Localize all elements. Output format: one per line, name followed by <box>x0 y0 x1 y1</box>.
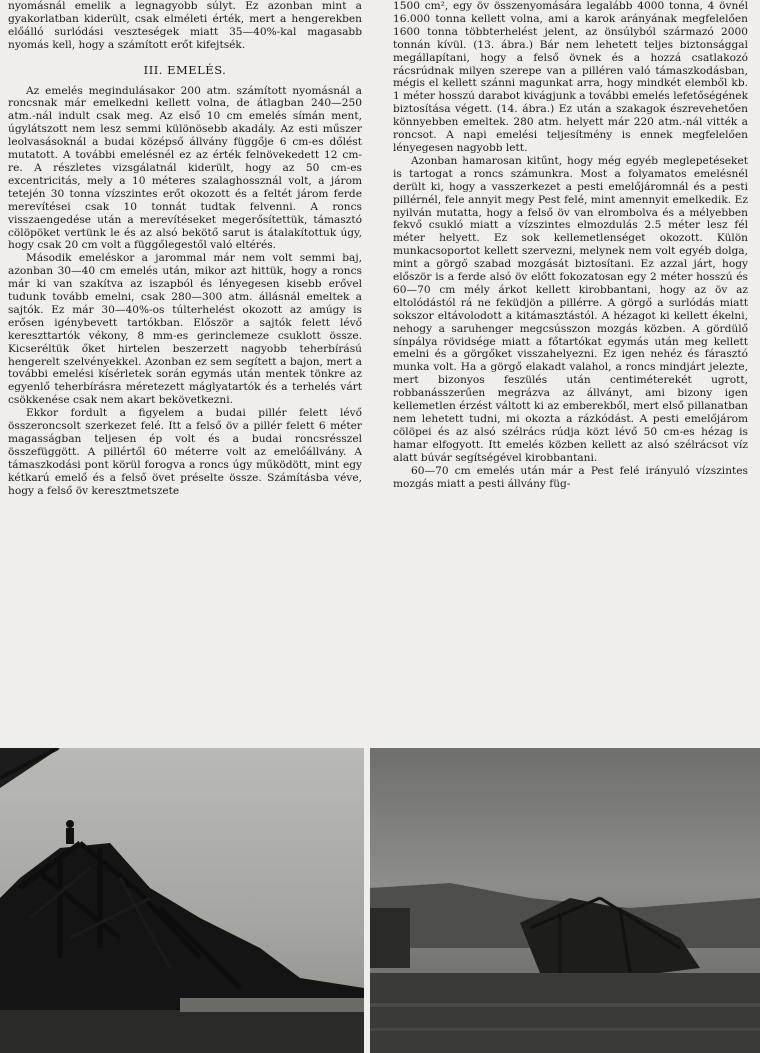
paragraph: Az emelés megindulásakor 200 atm. számított nyomásnál a roncsnak már emelkedni kellett volna, de átlagban 240—250 atm.-nál indult csak meg. Az első 10 cm emelés símán ment, úgylátszott nem lesz semmi különösebb akadály. Az esti műszer leolvasásoknál a budai középső állvány függője 6 cm-es dőlést mutatott. A további emelésnél ez az érték felnövekedett 12 cm-re. A részletes vizsgálatnál kiderült, hogy az 50 cm-es excentricitás, mely a 10 méteres szalaghossznál volt, a járom tetején 30 tonna vízszintes erőt okozott és a feltét járom ferde merevítései csak 10 tonnát tudtak felvenni. A roncs visszaengedése után a merevítéseket megerősítettük, támasztó cölöpöket vertünk le és az alsó bekötő sarut is átalakítottuk úgy, hogy csak 20 cm volt a függőlegestől való eltérés. <box>8 84 362 252</box>
intro-paragraph: nyomásnál emelik a legnagyobb súlyt. Ez azonban mint a gyakorlatban kiderült, csak elméleti érték, mert a hengerekben előálló surlódási veszteségek miatt 35—40%-kal magasabb nyomás kell, hogy a számított erőt kifejtsék. <box>8 0 362 51</box>
paragraph: Második emeléskor a jarommal már nem volt semmi baj, azonban 30—40 cm emelés után, mikor azt hittük, hogy a roncs már ki van szakítva az iszapból és lényegesen kisebb erővel tudunk tovább emelni, csak 280—300 atm. állásnál emeltek a sajtók. Ez már 30—40%-os túlterhelést okozott az amúgy is erősen igénybevett tartókban. Először a sajtók felett lévő kereszttartók vékony, 8 mm-es gerinclemeze csuklott össze. Kicseréltük őket hirtelen beszerzett nagyobb teherbírású hengerelt szelvényekkel. Azonban ez sem segített a bajon, mert a további emelési kísérletek során egymás után mentek tönkre az egyenlő teherbírásra méretezett máglyatartók és a terhelés várt csökkenése csak nem akart bekövetkezni. <box>8 252 362 407</box>
paragraph: 1500 cm², egy öv összenyomására legalább 4000 tonna, 4 övnél 16.000 tonna kellett volna, ami a karok arányának megfelelően 1600 tonna többterhelést jelent, az önsúlyból származó 2000 tonnán kívül. (13. ábra.) Bár nem lehetett teljes biztonsággal megállapítani, hogy a felső övnek és a hozzá csatlakozó rácsrúdnak milyen szerepe van a pilléren való támaszkodásban, mégis el kellett szánni magunkat arra, hogy mindkét elemből kb. 1 méter hosszú darabot kivágjunk a további emelés lefetőségének biztosítása végett. (14. ábra.) Ez után a szakagok észrevehetően könnyebben emeltek. 280 atm. helyett már 220 atm.-nál vitték a roncsot. A napi emelési teljesítmény is ennek megfelelően lényegesen nagyobb lett. <box>393 0 748 154</box>
paragraph: Azonban hamarosan kitűnt, hogy még egyéb meglepetéseket is tartogat a roncs számunkra. Most a folyamatos emelésnél derült ki, hogy a vasszerkezet a pesti emelőjáromnál és a pesti pillérnél, fele annyit megy Pest felé, mint amennyit emelkedik. Ez nyilván mutatta, hogy a felső öv van elrombolva és a mélyebben fekvő csukló miatt a vízszintes elmozdulás 2.5 méter lesz fél méter helyett. Ez sok kellemetlenséget okozott. Külön munkacsoportot kellett szervezni, melynek nem volt egyéb dolga, mint a görgő szabad mozgását biztosítani. Ez azzal járt, hogy először is a ferde alsó öv előtt fokozatosan egy 2 méter hosszú és 60—70 cm mély árkot kellett kirobbantani, hogy az öv az eltolódástól rá ne feküdjön a pillérre. A görgő a surlódás miatt sokszor eltávolodott a kitámasztástól. A hézagot ki kellett ékelni, nehogy a saruhenger megcsússzon mozgás közben. A gördülő sínpálya rövidsége miatt a főtartókat egymás után meg kellett emelni és a görgőket visszahelyezni. Ez igen nehéz és fárasztó munka volt. Ha a görgő elakadt valahol, a roncs mindjárt jelezte, mert bizonyos feszülés után centiméterekét ugrott, robbanásszerűen megrázva az állványt, ami bizony igen kellemetlen érzést váltott ki az emberekből, mert első pillanatban nem lehetett tudni, mi okozta a rázkódást. A pesti emelőjárom cölöpei és az alsó szélrács rúdja közt lévő 50 cm-es hézag is hamar elfogyott. Itt emelés közben kellett az alsó szélrácsot víz alatt búvár segítségével kirobbantani. <box>393 154 748 464</box>
right-column <box>393 0 748 742</box>
paragraph: 60—70 cm emelés után már a Pest felé irányuló vízszintes mozgás miatt a pesti állvány füg- <box>393 464 748 490</box>
left-column <box>8 0 362 742</box>
paragraph: Ekkor fordult a figyelem a budai pillér felett lévő összeroncsolt szerkezet felé. Itt a felső öv a pillér felett 6 méter magasságban teljesen ép volt és a budai roncsrésszel összefüggött. A pillértől 60 méterre volt az emelőállvány. A támaszkodási pont körül forogva a roncs úgy működött, mint egy kétkarú emelő és a felső övet préselte össze. Számításba véve, hogy a felső öv keresztmetszete <box>8 407 362 497</box>
bridge-wreck-river-photo <box>370 748 760 1053</box>
section-heading: III. EMELÉS. <box>143 62 227 77</box>
bridge-wreck-photo <box>0 748 364 1053</box>
